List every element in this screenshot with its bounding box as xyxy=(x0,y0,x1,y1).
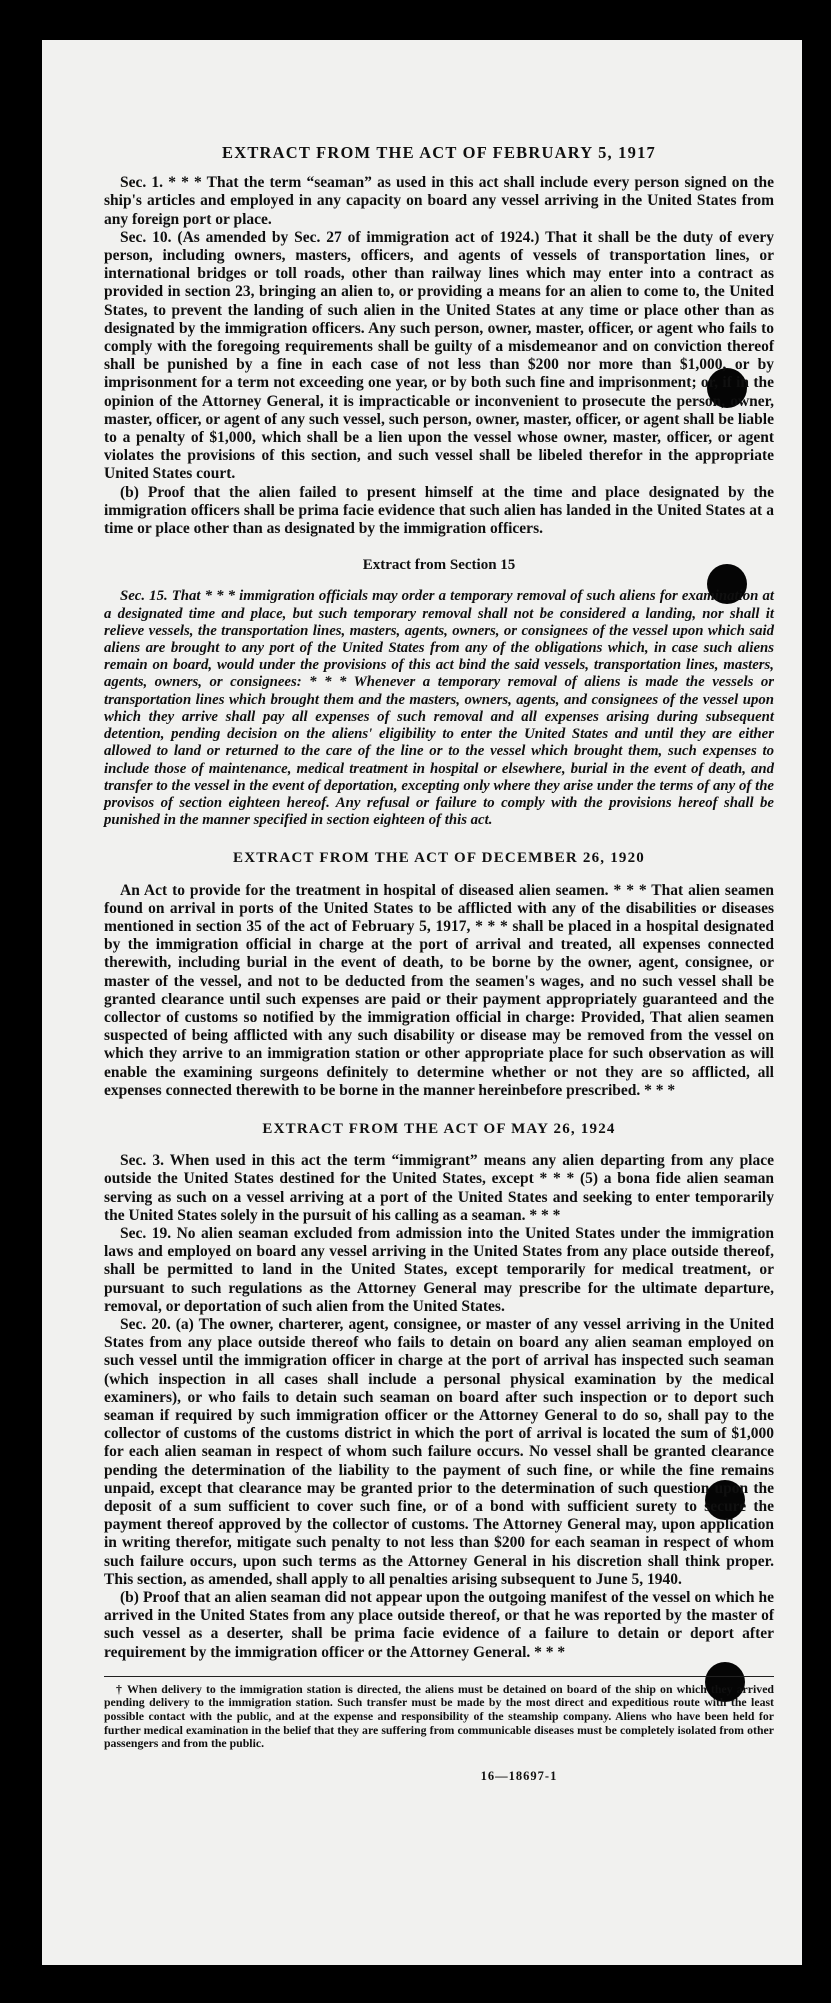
paragraph-sec-20-b: (b) Proof that an alien seaman did not appear upon the outgoing manifest of the vessel on which he arrived in the United States from any place outside thereof, or that he was reported by the master of such vessel as a deserter, shall be prima facie evidence of a failure to detain or deport after requirement by the immigration officer or the Attorney General. * * * xyxy=(104,1589,774,1661)
paragraph-sec-19: Sec. 19. No alien seaman excluded from admission into the United States under the immigration laws and employed on board any vessel arriving in the United States from any place outside thereof, shall be permitted to land in the United States, except temporarily for medical treatment, or pursuant to such regulations as the Attorney General may prescribe for the ultimate departure, removal, or deportation of such alien from the United States. xyxy=(104,1224,774,1315)
page-code: 16—18697-1 xyxy=(480,1768,558,1783)
heading-act-1917: EXTRACT FROM THE ACT OF FEBRUARY 5, 1917 xyxy=(222,143,656,162)
paragraph-act-1920: An Act to provide for the treatment in hospital of diseased alien seamen. * * * That alien seamen found on arrival in ports of the United States to be afflicted with any of the disabilities or diseases mentioned in section 35 of the act of February 5, 1917, * * * shall be placed in a hospital designated by the immigration official in charge at the port of arrival and treated, all expenses connected therewith, including burial in the event of death, to be borne by the owner, agent, consignee, or master of the vessel, and not to be deducted from the seamen's wages, and no such vessel shall be granted clearance until such expenses are paid or their payment appropriately guaranteed and the collector of customs so notified by the immigration official in charge: Provided, That alien seamen suspected of being afflicted with any such disability or disease may be removed from the vessel on which they arrive to an immigration station or other appropriate place for such observation as will enable the examining surgeons definitely to determine whether or not they are so afflicted, all expenses connected therewith to be borne in the manner hereinbefore prescribed. * * * xyxy=(104,881,774,1099)
heading-section-15: Extract from Section 15 xyxy=(362,557,516,574)
document-page xyxy=(42,40,802,1965)
document-body xyxy=(104,144,774,1785)
paragraph-sec-10-b: (b) Proof that the alien failed to present himself at the time and place designated by the immigration officers shall be prima facie evidence that such alien has landed in the United States at a time or place other than as designated by the immigration officers. xyxy=(104,483,774,538)
paragraph-sec-10: Sec. 10. (As amended by Sec. 27 of immigration act of 1924.) That it shall be the duty of every person, including owners, masters, officers, and agents of vessels of transportation lines, or international bridges or toll roads, other than railway lines which may enter into a contract as provided in section 23, bringing an alien to, or providing a means for an alien to come to, the United States, to prevent the landing of such alien in the United States at any time or place other than as designated by the immigration officers. Any such person, owner, master, officer, or agent who fails to comply with the foregoing requirements shall be guilty of a misdemeanor and on conviction thereof shall be punished by a fine in each case of not less than $200 nor more than $1,000, or by imprisonment for a term not exceeding one year, or by both such fine and imprisonment; or, if in the opinion of the Attorney General, it is impracticable or inconvenient to prosecute the person, owner, master, officer, or agent of any such vessel, such person, owner, master, officer, or agent shall be liable to a penalty of $1,000, which shall be a lien upon the vessel whose owner, master, officer, or agent violates the provisions of this section, and such vessel shall be libeled therefor in the appropriate United States court. xyxy=(104,228,774,483)
paragraph-sec-20-a: Sec. 20. (a) The owner, charterer, agent, consignee, or master of any vessel arriving in the United States from any place outside thereof who fails to detain on board any alien seaman employed on such vessel until the immigration officer in charge at the port of arrival has inspected such seaman (which inspection in all cases shall include a personal physical examination by the medical examiners), or who fails to detain such seaman on board after such inspection or to deport such seaman if required by such immigration officer or the Attorney General to do so, shall pay to the collector of customs of the customs district in which the port of arrival is located the sum of $1,000 for each alien seaman in respect of whom such failure occurs. No vessel shall be granted clearance pending the determination of the liability to the payment of such fine, or while the fine remains unpaid, except that clearance may be granted prior to the determination of such question upon the deposit of a sum sufficient to cover such fine, or of a bond with sufficient surety to secure the payment thereof approved by the collector of customs. The Attorney General may, upon application in writing therefor, mitigate such penalty to not less than $200 for each seaman in respect of whom such failure occurs, upon such terms as the Attorney General in his discretion shall think proper. This section, as amended, shall apply to all penalties arising subsequent to June 5, 1940. xyxy=(104,1315,774,1588)
heading-act-1924: EXTRACT FROM THE ACT OF MAY 26, 1924 xyxy=(262,1120,616,1137)
paragraph-sec-1: Sec. 1. * * * That the term “seaman” as used in this act shall include every person signed on the ship's articles and employed in any capacity on board any vessel arriving in the United States from any foreign port or place. xyxy=(104,174,774,228)
heading-act-1920: EXTRACT FROM THE ACT OF DECEMBER 26, 1920 xyxy=(232,850,646,867)
paragraph-sec-15: Sec. 15. That * * * immigration officials may order a temporary removal of such aliens for examination at a designated time and place, but such temporary removal shall not be considered a landing, nor shall it relieve vessels, the transportation lines, masters, agents, owners, or consignees of the vessel upon which said aliens are brought to any port of the United States from any of the obligations which, in case such aliens remain on board, would under the provisions of this act bind the said vessels, transportation lines, masters, agents, owners, or consignees: * * * Whenever a temporary removal of aliens is made the vessels or transportation lines which brought them and the masters, owners, agents, and consignees of the vessel upon which they arrive shall pay all expenses of such removal and all expenses arising during subsequent detention, pending decision on the aliens' eligibility to enter the United States and until they are either allowed to land or returned to the care of the line or to the vessel which brought them, such expenses to include those of maintenance, medical treatment in hospital or elsewhere, burial in the event of death, and transfer to the vessel in the event of deportation, excepting only where they arise under the terms of any of the provisos of section eighteen hereof. Any refusal or failure to comply with the provisions hereof shall be punished in the manner specified in section eighteen of this act. xyxy=(104,588,774,829)
paragraph-sec-3: Sec. 3. When used in this act the term “immigrant” means any alien departing from any place outside the United States destined for the United States, except * * * (5) a bona fide alien seaman serving as such on a vessel arriving at a port of the United States and seeking to enter temporarily the United States solely in the pursuit of his calling as a seaman. * * * xyxy=(104,1152,774,1224)
footnote: † When delivery to the immigration station is directed, the aliens must be detained on board of the ship on which they arrived pending delivery to the immigration station. Such transfer must be made by the most direct and expeditious route with the least possible contact with the public, and at the expense and responsibility of the steamship company. Aliens who have been held for further medical examination in the belief that they are suffering from communicable diseases must be completely isolated from other passengers and from the public. xyxy=(104,1681,774,1751)
footnote-divider xyxy=(104,1676,774,1677)
